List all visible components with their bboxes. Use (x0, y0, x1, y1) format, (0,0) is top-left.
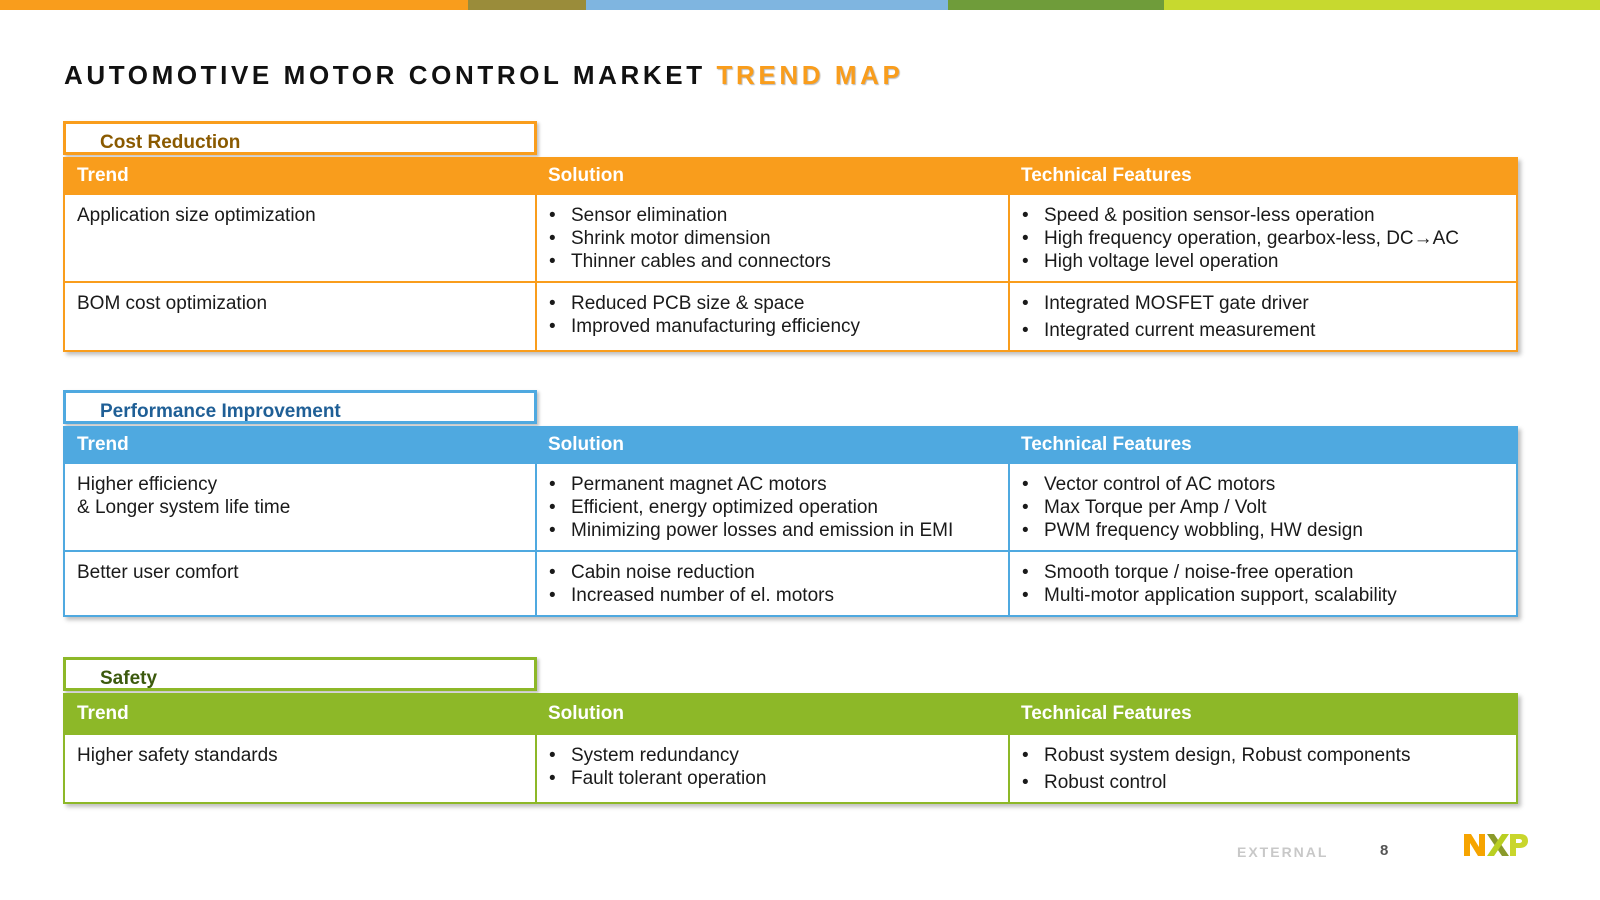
top-bar-segment (586, 0, 948, 10)
table-header-row (64, 158, 1517, 194)
column-header-technical-features: Technical Features (1009, 694, 1517, 734)
solution-cell (536, 282, 1009, 351)
section-tab (63, 390, 537, 424)
column-header-solution: Solution (536, 427, 1009, 463)
column-header-technical-features: Technical Features (1009, 158, 1517, 194)
classification-label: EXTERNAL (1237, 844, 1329, 860)
table-row (64, 463, 1517, 551)
solution-list (549, 292, 996, 338)
column-header-solution: Solution (536, 694, 1009, 734)
page-number: 8 (1380, 842, 1389, 859)
trend-cell: Application size optimization (64, 194, 536, 282)
solution-cell (536, 194, 1009, 282)
list-item: • Robust control (1022, 771, 1504, 794)
section-tab-label: Safety (100, 668, 158, 689)
column-header-technical-features: Technical Features (1009, 427, 1517, 463)
list-item: • Integrated current measurement (1022, 319, 1504, 342)
solution-cell (536, 734, 1009, 803)
trend-cell: BOM cost optimization (64, 282, 536, 351)
features-list (1022, 473, 1504, 542)
list-item: • High frequency operation, gearbox-less, DC→AC (1022, 227, 1504, 250)
list-item: • Cabin noise reduction (549, 561, 996, 584)
solution-list (549, 204, 996, 273)
features-cell (1009, 734, 1517, 803)
trend-cell: Higher safety standards (64, 734, 536, 803)
features-cell (1009, 463, 1517, 551)
features-cell (1009, 551, 1517, 616)
list-item: • Robust system design, Robust components (1022, 744, 1504, 767)
table-row (64, 551, 1517, 616)
list-item: • Max Torque per Amp / Volt (1022, 496, 1504, 519)
list-item: • Sensor elimination (549, 204, 996, 227)
list-item: • Speed & position sensor-less operation (1022, 204, 1504, 227)
top-bar-segment (948, 0, 1164, 10)
table-header-row (64, 427, 1517, 463)
list-item: • Smooth torque / noise-free operation (1022, 561, 1504, 584)
title-main: AUTOMOTIVE MOTOR CONTROL MARKET (64, 60, 706, 90)
list-item: • Integrated MOSFET gate driver (1022, 292, 1504, 315)
list-item: • Shrink motor dimension (549, 227, 996, 250)
list-item: • Improved manufacturing efficiency (549, 315, 996, 338)
features-list (1022, 561, 1504, 607)
table-row (64, 282, 1517, 351)
solution-cell (536, 551, 1009, 616)
top-color-bar (0, 0, 1600, 10)
table-row (64, 734, 1517, 803)
section-tab-label: Cost Reduction (100, 132, 241, 153)
table-header-row (64, 694, 1517, 734)
trend-table (63, 693, 1518, 804)
column-header-trend: Trend (64, 694, 536, 734)
features-cell (1009, 282, 1517, 351)
list-item: • PWM frequency wobbling, HW design (1022, 519, 1504, 542)
list-item: • High voltage level operation (1022, 250, 1504, 273)
features-cell (1009, 194, 1517, 282)
list-item: • Vector control of AC motors (1022, 473, 1504, 496)
solution-list (549, 561, 996, 607)
features-list (1022, 204, 1504, 273)
list-item: • Permanent magnet AC motors (549, 473, 996, 496)
list-item: • Reduced PCB size & space (549, 292, 996, 315)
features-list (1022, 744, 1504, 794)
solution-list (549, 744, 996, 790)
list-item: • Minimizing power losses and emission in EMI (549, 519, 996, 542)
solution-cell (536, 463, 1009, 551)
list-item: • Thinner cables and connectors (549, 250, 996, 273)
solution-list (549, 473, 996, 542)
top-bar-segment (0, 0, 468, 10)
nxp-logo (1462, 832, 1528, 858)
column-header-trend: Trend (64, 427, 536, 463)
table-row (64, 194, 1517, 282)
title-accent: TREND MAP (716, 60, 904, 90)
list-item: • Multi-motor application support, scalability (1022, 584, 1504, 607)
trend-cell: Higher efficiency & Longer system life time (64, 463, 536, 551)
page-title (64, 60, 904, 91)
section-tab (63, 657, 537, 691)
list-item: • System redundancy (549, 744, 996, 767)
top-bar-segment (1164, 0, 1600, 10)
list-item: • Increased number of el. motors (549, 584, 996, 607)
trend-table (63, 157, 1518, 352)
top-bar-segment (468, 0, 586, 10)
features-list (1022, 292, 1504, 342)
trend-table (63, 426, 1518, 617)
list-item: • Efficient, energy optimized operation (549, 496, 996, 519)
trend-cell: Better user comfort (64, 551, 536, 616)
list-item: • Fault tolerant operation (549, 767, 996, 790)
section-tab-label: Performance Improvement (100, 401, 341, 422)
column-header-trend: Trend (64, 158, 536, 194)
column-header-solution: Solution (536, 158, 1009, 194)
section-tab (63, 121, 537, 155)
